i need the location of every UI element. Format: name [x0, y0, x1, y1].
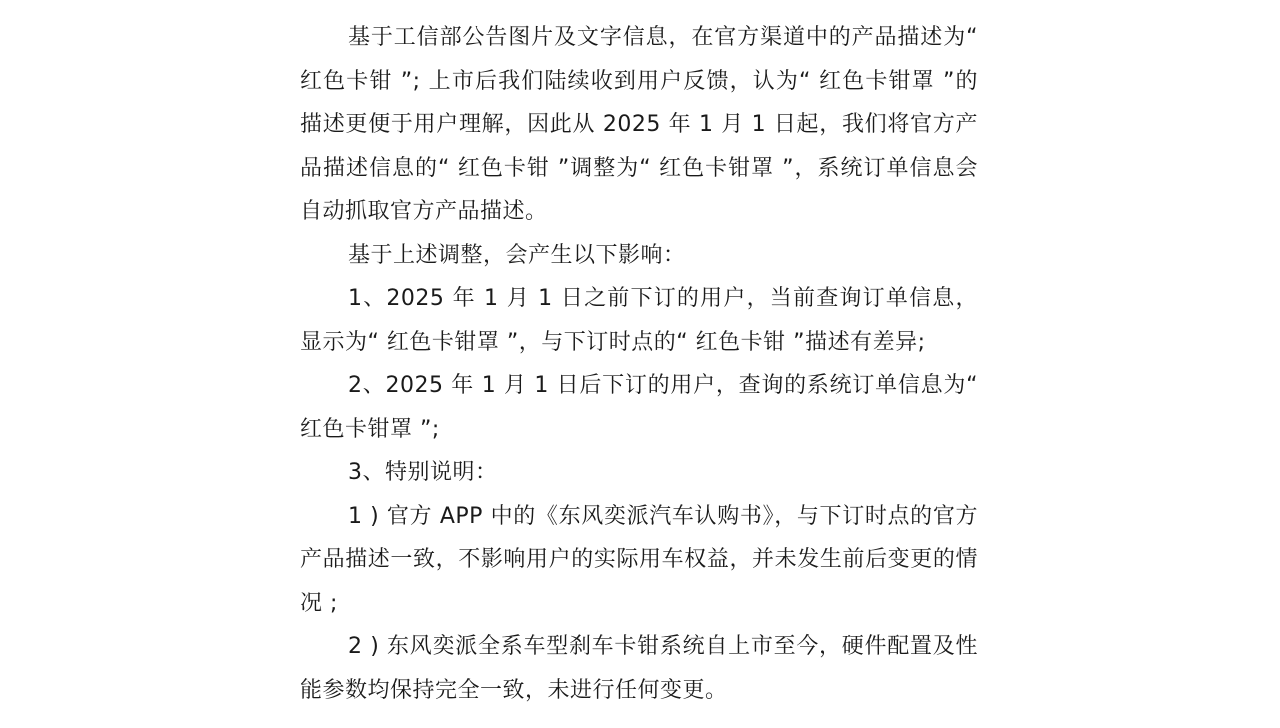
- paragraph-background: 基于工信部公告图片及文字信息，在官方渠道中的产品描述为“ 红色卡钳 ”; 上市后我们陆续收到用户反馈，认为“ 红色卡钳罩 ”的描述更便于用户理解，因此从 2025 年 1 月 1 日起，我们将官方产品描述信息的“ 红色卡钳 ”调整为“ 红色卡钳罩 ”，系统订单信息会自动抓取官方产品描述。: [300, 25, 978, 224]
- paragraph-impact-intro: 基于上述调整，会产生以下影响：: [348, 242, 686, 268]
- paragraph-impact-2: 2、2025 年 1 月 1 日后下订的用户，查询的系统订单信息为“ 红色卡钳罩 ”;: [300, 373, 978, 442]
- paragraph-impact-1: 1、2025 年 1 月 1 日之前下订的用户，当前查询订单信息，显示为“ 红色卡钳罩 ”，与下订时点的“ 红色卡钳 ”描述有差异;: [300, 286, 978, 355]
- notice-body: [300, 16, 978, 712]
- paragraph-special-note-2: 2 ) 东风奕派全系车型刹车卡钳系统自上市至今，硬件配置及性能参数均保持完全一致，未进行任何变更。: [300, 634, 978, 703]
- paragraph-special-note-heading: 3、特别说明：: [348, 460, 498, 485]
- paragraph-special-note-1: 1 ) 官方 APP 中的《东风奕派汽车认购书》，与下订时点的官方产品描述一致，不影响用户的实际用车权益，并未发生前后变更的情况 ;: [300, 503, 978, 616]
